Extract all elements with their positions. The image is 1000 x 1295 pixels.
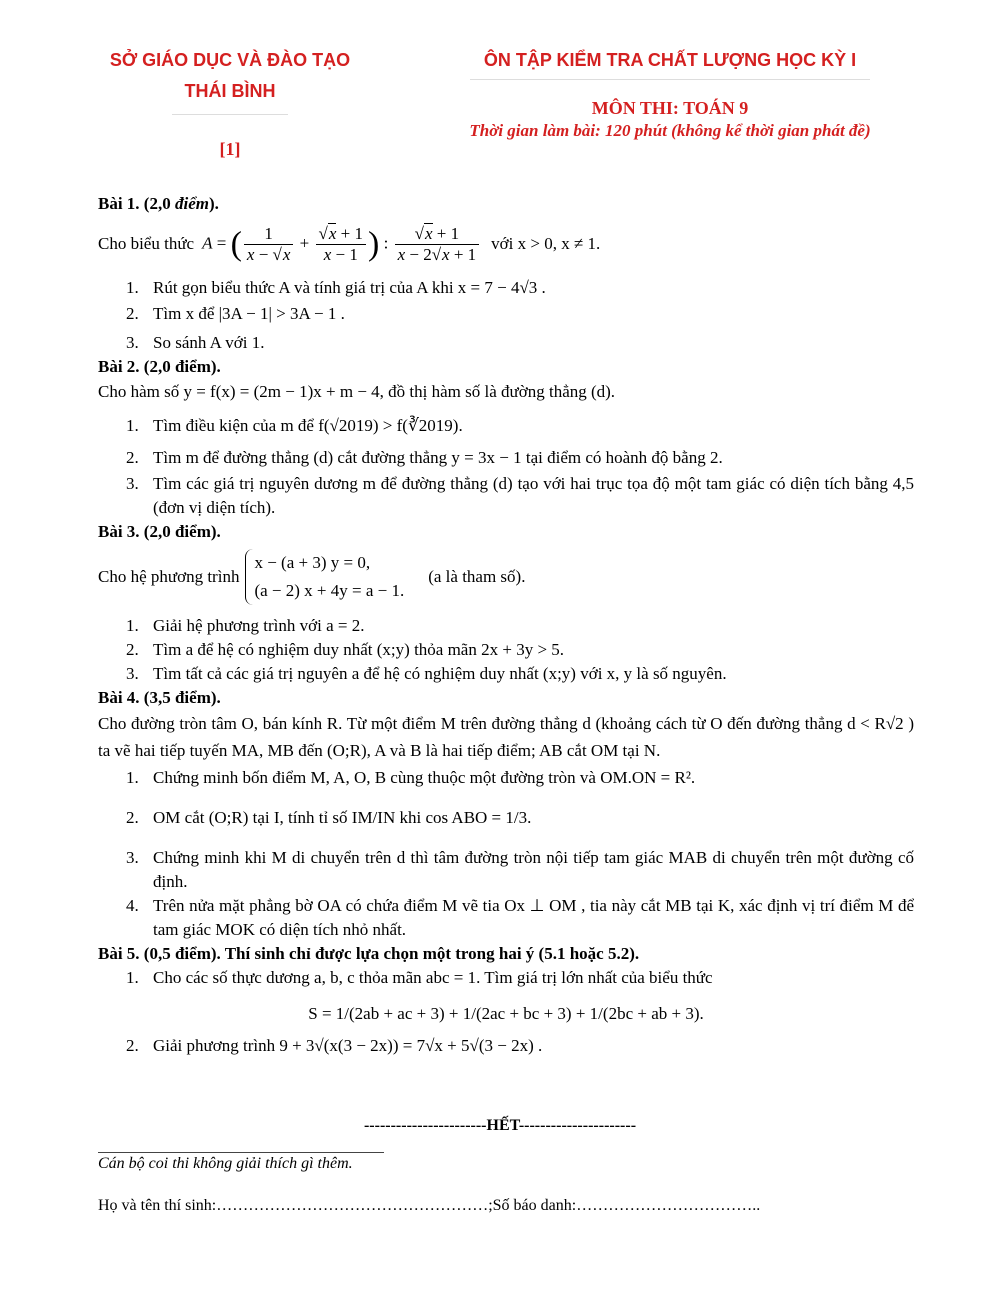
problem-4-title: Bài 4. (3,5 điểm).	[98, 688, 221, 707]
list-item: 1. Chứng minh bốn điểm M, A, O, B cùng thuộc một đường tròn và OM.ON = R².	[126, 768, 696, 787]
problem-4-intro: Cho đường tròn tâm O, bán kính R. Từ một điểm M trên đường thẳng d (khoảng cách từ O đến đường thẳng d < R√2 ) ta vẽ hai tiếp tuyến MA, MB đến (O;R), A và B là hai tiếp điểm; AB cắt OM tại N.	[98, 714, 914, 760]
problem-2-title: Bài 2. (2,0 điểm).	[98, 357, 221, 376]
list-item: 2. Giải phương trình 9 + 3√(x(3 − 2x)) = 7√x + 5√(3 − 2x) .	[126, 1036, 543, 1055]
exam-title: ÔN TẬP KIỂM TRA CHẤT LƯỢNG HỌC KỲ I	[483, 50, 857, 70]
list-item: 1. Tìm điều kiện của m để f(√2019) > f(∛2019).	[126, 416, 463, 435]
department-header	[80, 50, 380, 160]
exam-code: [1]	[219, 139, 241, 159]
problem-3-title: Bài 3. (2,0 điểm).	[98, 522, 221, 541]
list-item: 3. So sánh A với 1.	[126, 333, 265, 352]
list-item: 1. Rút gọn biểu thức A và tính giá trị của A khi x = 7 − 4√3 .	[126, 278, 546, 297]
problem-5-title: Bài 5. (0,5 điểm). Thí sinh chỉ được lựa chọn một trong hai ý (5.1 hoặc 5.2).	[98, 944, 640, 963]
province-name: THÁI BÌNH	[184, 81, 276, 101]
exam-subject: MÔN THI: TOÁN 9	[591, 98, 749, 118]
list-item: 2. Tìm m để đường thẳng (d) cắt đường thẳng y = 3x − 1 tại điểm có hoành độ bằng 2.	[126, 448, 723, 467]
problem-3-system: Cho hệ phương trình x − (a + 3) y = 0, (a − 2) x + 4y = a − 1. (a là tham số).	[98, 544, 914, 610]
list-item: 1. Giải hệ phương trình với a = 2.	[126, 616, 365, 635]
list-item: 3. Tìm các giá trị nguyên dương m để đường thẳng (d) tạo với hai trục tọa độ một tam giác có diện tích bằng 4,5 (đơn vị diện tích).	[126, 474, 914, 517]
divider	[470, 79, 870, 80]
list-item: 2. Tìm a để hệ có nghiệm duy nhất (x;y) thỏa mãn 2x + 3y > 5.	[126, 640, 565, 659]
equation-system: x − (a + 3) y = 0, (a − 2) x + 4y = a − 1.	[245, 549, 404, 605]
divider	[98, 1152, 384, 1153]
proctor-note: Cán bộ coi thi không giải thích gì thêm.	[98, 1155, 353, 1172]
expression-a: A = ( $\frac{1}{x - √x}$ + $\frac{√x + 1}{x - 1}$ ) : $\frac{√x + 1}{x - 2√x + 1}$	[202, 224, 481, 265]
list-item: 3. Tìm tất cả các giá trị nguyên a để hệ có nghiệm duy nhất (x;y) với x, y là số nguyên.	[126, 664, 727, 683]
list-item: 3. Chứng minh khi M di chuyển trên d thì tâm đường tròn nội tiếp tam giác MAB di chuyển trên một đường cố định.	[126, 848, 914, 891]
department-name: SỞ GIÁO DỤC VÀ ĐÀO TẠO	[109, 50, 351, 70]
expression-s: S = 1/(2ab + ac + 3) + 1/(2ac + bc + 3) + 1/(2bc + ab + 3).	[308, 1004, 704, 1023]
end-marker: -----------------------HẾT----------------------	[363, 1117, 637, 1134]
exam-header	[440, 50, 900, 141]
divider	[172, 114, 288, 115]
problem-2-intro: Cho hàm số y = f(x) = (2m − 1)x + m − 4, đồ thị hàm số là đường thẳng (d).	[98, 382, 616, 401]
exam-body	[98, 192, 914, 1058]
list-item: 1. Cho các số thực dương a, b, c thỏa mãn abc = 1. Tìm giá trị lớn nhất của biểu thức	[126, 968, 713, 987]
problem-1-title: Bài 1. (2,0 điểm).	[98, 194, 219, 213]
list-item: 2. OM cắt (O;R) tại I, tính tỉ số IM/IN khi cos ABO = 1/3.	[126, 808, 532, 827]
candidate-info-line: Họ và tên thí sinh:……………………………………………;Số báo danh:……………………………..	[98, 1197, 761, 1214]
problem-1-expression: Cho biểu thức A = ( $\frac{1}{x - √x}$ + $\frac{√x + 1}{x - 1}$ ) : $\frac{√x + 1}{x - 2√x + 1}$ với x > 0, x ≠ 1.	[98, 223, 601, 264]
exam-time: Thời gian làm bài: 120 phút (không kể thời gian phát đề)	[469, 121, 871, 140]
list-item: 4. Trên nửa mặt phẳng bờ OA có chứa điểm M vẽ tia Ox ⊥ OM , tia này cắt MB tại K, xác định vị trí điểm M để tam giác MOK có diện tích nhỏ nhất.	[126, 896, 914, 939]
list-item: 2. Tìm x để |3A − 1| > 3A − 1 .	[126, 304, 345, 323]
